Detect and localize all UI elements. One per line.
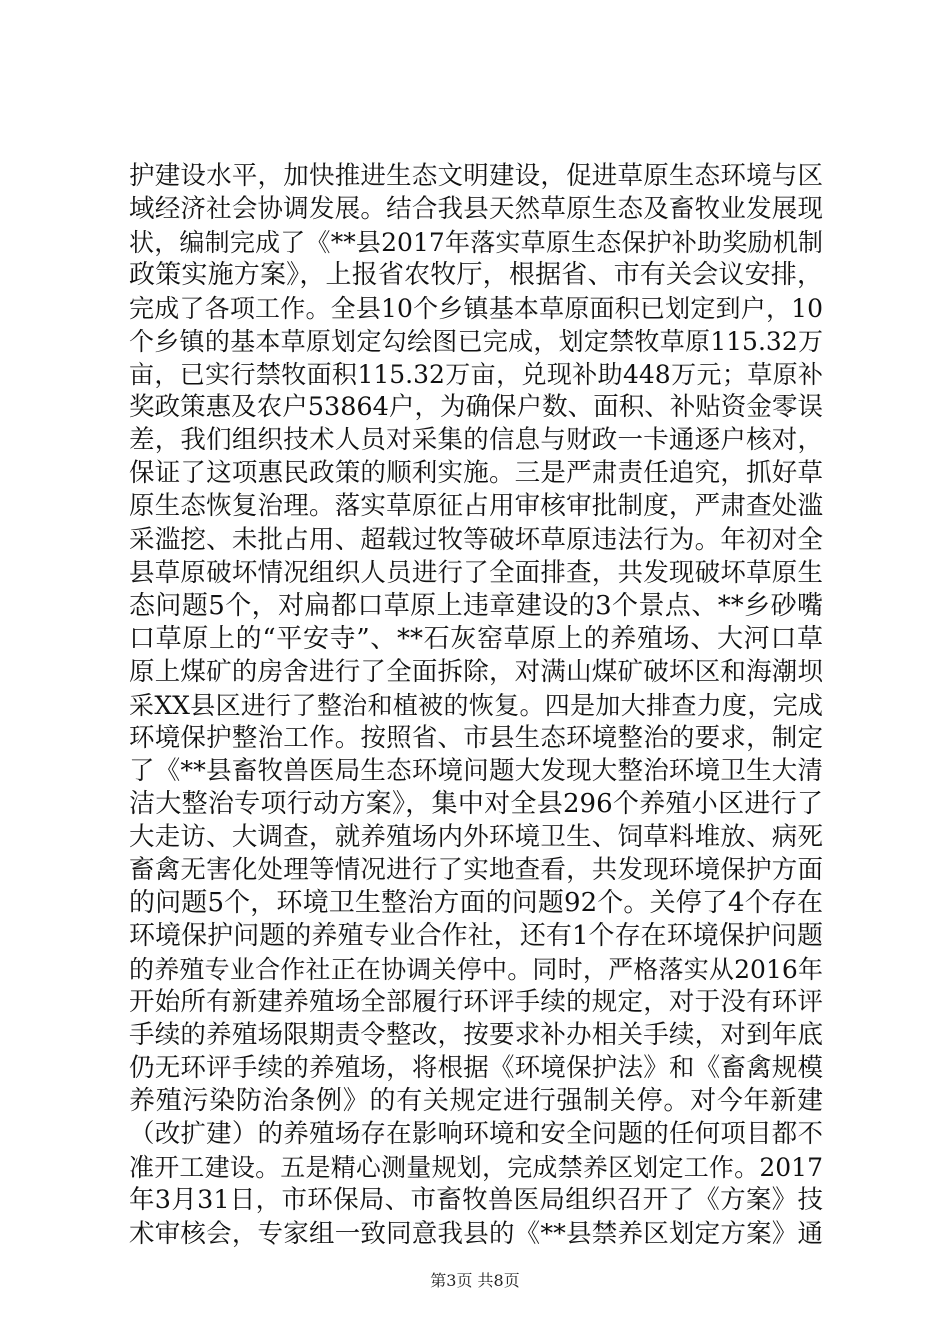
text-line: 环境保护整治工作。按照省、市县生态环境整治的要求，制定 xyxy=(129,722,823,753)
text-line: 完成了各项工作。全县10个乡镇基本草原面积已划定到户，10 xyxy=(129,294,823,324)
text-line: 年3月31日，市环保局、市畜牧兽医局组织召开了《方案》技 xyxy=(129,1185,823,1216)
text-line: 差，我们组织技术人员对采集的信息与财政一卡通逐户核对， xyxy=(129,425,823,456)
body-text xyxy=(129,160,823,1251)
page-footer: 第3页 共8页 xyxy=(430,1271,520,1290)
text-line: 准开工建设。五是精心测量规划，完成禁养区划定工作。2017 xyxy=(129,1153,823,1183)
text-line: 护建设水平，加快推进生态文明建设，促进草原生态环境与区 xyxy=(129,161,823,191)
text-line: 个乡镇的基本草原划定勾绘图已完成，划定禁牧草原115.32万 xyxy=(129,327,823,357)
text-line: 开始所有新建养殖场全部履行环评手续的规定，对于没有环评 xyxy=(129,987,823,1018)
text-line: 态问题5个，对扁都口草原上违章建设的3个景点、**乡砂嘴 xyxy=(129,590,823,621)
text-line: 手续的养殖场限期责令整改，按要求补办相关手续，对到年底 xyxy=(129,1020,823,1051)
text-line: 原生态恢复治理。落实草原征占用审核审批制度，严肃查处滥 xyxy=(129,491,823,522)
text-line: 口草原上的“平安寺”、**石灰窑草原上的养殖场、大河口草 xyxy=(129,623,823,654)
text-line: 县草原破坏情况组织人员进行了全面排查，共发现破坏草原生 xyxy=(129,557,823,588)
text-line: 畜禽无害化处理等情况进行了实地查看，共发现环境保护方面 xyxy=(129,854,823,885)
text-line: 术审核会，专家组一致同意我县的《**县禁养区划定方案》通 xyxy=(129,1218,823,1249)
text-line: 亩，已实行禁牧面积115.32万亩，兑现补助448万元；草原补 xyxy=(129,360,823,390)
text-line: 大走访、大调查，就养殖场内外环境卫生、饲草料堆放、病死 xyxy=(129,821,823,852)
text-line: 了《**县畜牧兽医局生态环境问题大发现大整治环境卫生大清 xyxy=(129,755,823,786)
text-line: 采滥挖、未批占用、超载过牧等破坏草原违法行为。年初对全 xyxy=(129,524,823,555)
text-line: 采XX县区进行了整治和植被的恢复。四是加大排查力度，完成 xyxy=(129,690,823,720)
text-line: 仍无环评手续的养殖场，将根据《环境保护法》和《畜禽规模 xyxy=(129,1053,823,1084)
text-line: 保证了这项惠民政策的顺利实施。三是严肃责任追究，抓好草 xyxy=(129,458,823,489)
text-line: 洁大整治专项行动方案》，集中对全县296个养殖小区进行了 xyxy=(129,788,823,819)
text-line: 域经济社会协调发展。结合我县天然草原生态及畜牧业发展现 xyxy=(129,194,823,225)
text-line: 奖政策惠及农户53864户，为确保户数、面积、补贴资金零误 xyxy=(129,392,823,423)
text-line: 政策实施方案》，上报省农牧厅，根据省、市有关会议安排， xyxy=(129,260,823,291)
text-line: （改扩建）的养殖场存在影响环境和安全问题的任何项目都不 xyxy=(129,1119,823,1150)
text-line: 环境保护问题的养殖专业合作社，还有1个存在环境保护问题 xyxy=(129,921,823,952)
text-line: 的问题5个，环境卫生整治方面的问题92个。关停了4个存在 xyxy=(129,888,823,919)
text-line: 状，编制完成了《**县2017年落实草原生态保护补助奖励机制 xyxy=(129,228,823,258)
text-line: 养殖污染防治条例》的有关规定进行强制关停。对今年新建 xyxy=(129,1086,823,1117)
text-line: 的养殖专业合作社正在协调关停中。同时，严格落实从2016年 xyxy=(129,955,823,985)
text-line: 原上煤矿的房舍进行了全面拆除，对满山煤矿破坏区和海潮坝 xyxy=(129,656,823,687)
